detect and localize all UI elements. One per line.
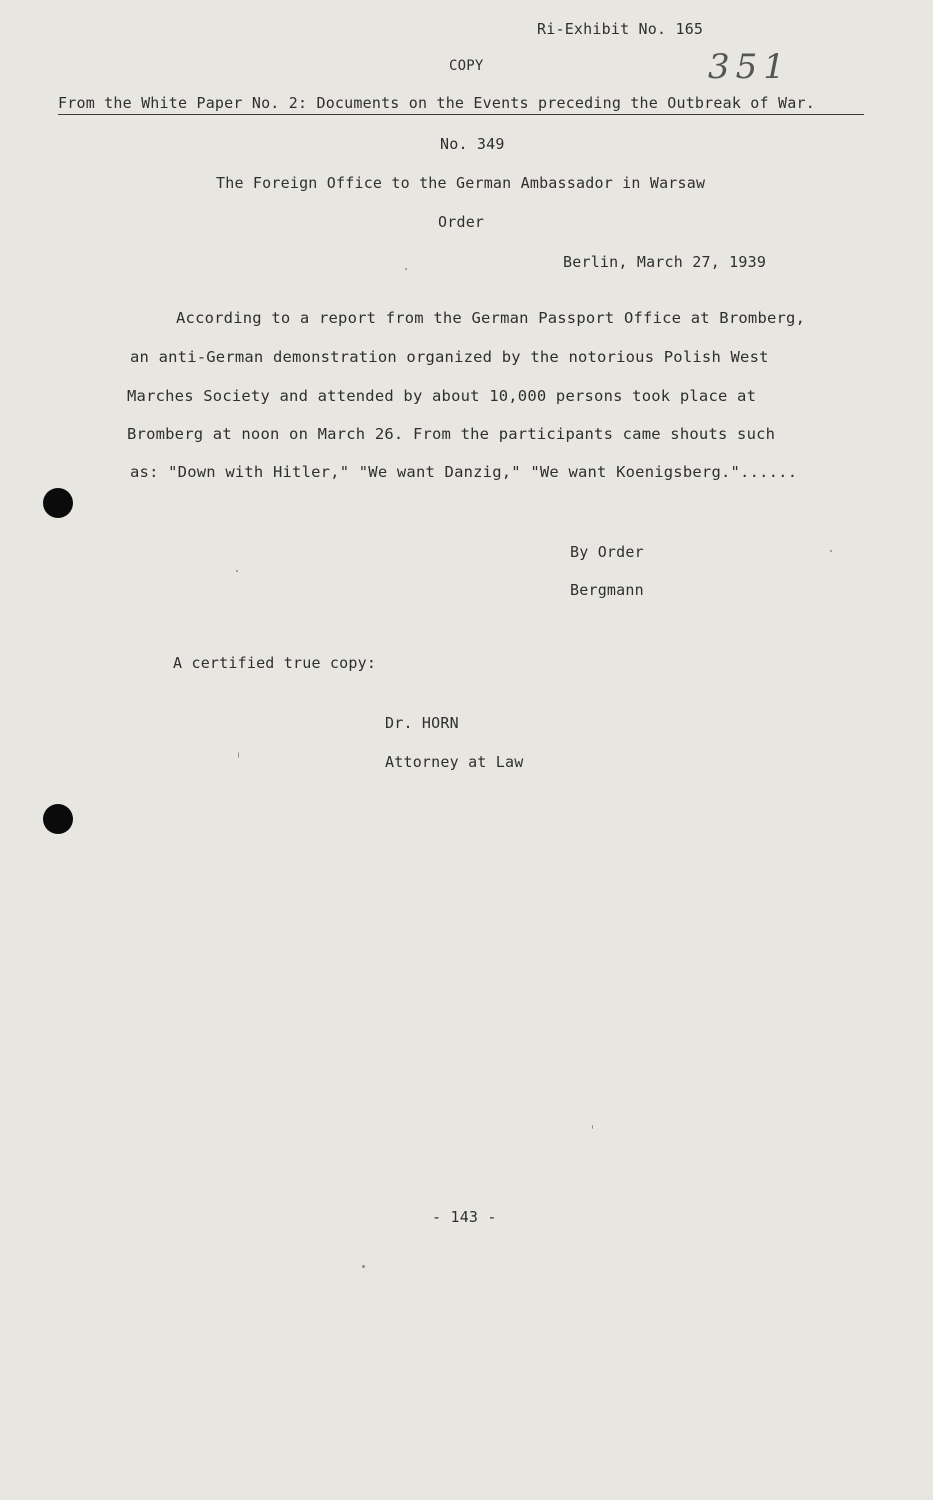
- signer: Bergmann: [570, 581, 644, 599]
- paper-speck: [592, 1125, 593, 1129]
- page-number: - 143 -: [432, 1208, 497, 1226]
- exhibit-label: Ri-Exhibit No. 165: [537, 20, 704, 38]
- source-line: From the White Paper No. 2: Documents on the Events preceding the Outbreak of War.: [58, 94, 864, 115]
- paper-speck: [236, 570, 238, 572]
- document-type: Order: [438, 213, 485, 231]
- body-line: Marches Society and attended by about 10,000 persons took place at: [127, 387, 757, 405]
- paper-speck: [238, 752, 239, 758]
- dateline: Berlin, March 27, 1939: [563, 253, 767, 271]
- paper-speck: [362, 1265, 365, 1268]
- paper-speck: [405, 268, 407, 270]
- handwritten-page-number: 351: [708, 47, 791, 87]
- body-line: an anti-German demonstration organized by the notorious Polish West: [130, 348, 769, 366]
- body-line: as: "Down with Hitler," "We want Danzig," "We want Koenigsberg."......: [130, 463, 798, 481]
- punch-hole: [43, 804, 73, 834]
- closing: By Order: [570, 543, 644, 561]
- body-line: Bromberg at noon on March 26. From the participants came shouts such: [127, 425, 776, 443]
- certifier-title: Attorney at Law: [385, 753, 524, 771]
- document-subject: The Foreign Office to the German Ambassador in Warsaw: [216, 174, 706, 192]
- punch-hole: [43, 488, 73, 518]
- paper-speck: [830, 550, 832, 552]
- certification-statement: A certified true copy:: [173, 654, 377, 672]
- certifier-name: Dr. HORN: [385, 714, 459, 732]
- body-line: According to a report from the German Passport Office at Bromberg,: [176, 309, 806, 327]
- document-number: No. 349: [440, 135, 505, 153]
- copy-label: COPY: [449, 58, 484, 74]
